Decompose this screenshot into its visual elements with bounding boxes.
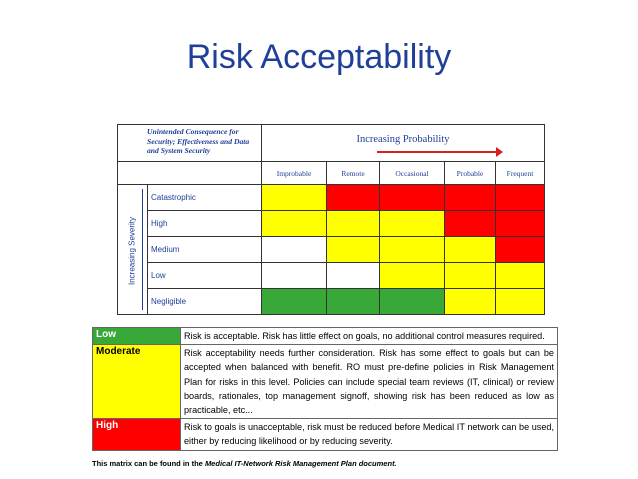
severity-label: High [148, 211, 262, 237]
prob-level-improbable: Improbable [262, 162, 327, 185]
risk-cell [445, 185, 496, 211]
footer-document: Medical IT-Network Risk Management Plan document. [204, 459, 397, 468]
risk-cell [380, 237, 445, 263]
severity-arrow-icon [142, 189, 143, 310]
severity-label: Medium [148, 237, 262, 263]
risk-matrix [117, 124, 545, 315]
risk-cell [327, 263, 380, 289]
severity-axis [118, 185, 148, 315]
prob-level-occasional: Occasional [380, 162, 445, 185]
matrix-row [118, 263, 545, 289]
legend-level: Moderate [93, 345, 181, 419]
risk-cell [262, 237, 327, 263]
risk-cell [445, 211, 496, 237]
page-title: Risk Acceptability [186, 38, 452, 76]
matrix-row [118, 211, 545, 237]
risk-cell [380, 289, 445, 315]
risk-cell [380, 185, 445, 211]
probability-axis-label: Increasing Probability [356, 134, 450, 145]
prob-level-frequent: Frequent [496, 162, 545, 185]
probability-header [262, 125, 545, 162]
risk-cell [496, 211, 545, 237]
risk-cell [445, 237, 496, 263]
legend-level: High [93, 419, 181, 450]
risk-cell [327, 237, 380, 263]
footer-note [92, 459, 397, 468]
legend-description: Risk is acceptable. Risk has little effect on goals, no additional control measures required. [181, 328, 558, 345]
footer-prefix: This matrix can be found in the [92, 459, 205, 468]
severity-label: Negligible [148, 289, 262, 315]
risk-cell [327, 211, 380, 237]
risk-cell [262, 185, 327, 211]
risk-cell [496, 237, 545, 263]
risk-cell [262, 289, 327, 315]
risk-cell [327, 289, 380, 315]
legend-description: Risk to goals is unacceptable, risk must be reduced before Medical IT network can be used, either by reducing likelihood or by reducing severity. [181, 419, 558, 450]
prob-level-probable: Probable [445, 162, 496, 185]
risk-legend [92, 327, 558, 451]
severity-label: Low [148, 263, 262, 289]
probability-arrow-icon [377, 151, 497, 153]
risk-cell [445, 289, 496, 315]
risk-cell [380, 211, 445, 237]
prob-level-remote: Remote [327, 162, 380, 185]
risk-cell [262, 211, 327, 237]
matrix-row [118, 289, 545, 315]
legend-description: Risk acceptability needs further consideration. Risk has some effect to goals but can be accepted when balanced with benefit. RO must pre-define policies in Risk Management Plan for risks in this level. Policies can include special team reviews (IT, clinical) or review boards, rationales, top management signoff, showing risk has been reduced as low as practicable, etc... [181, 345, 558, 419]
legend-level: Low [93, 328, 181, 345]
risk-cell [327, 185, 380, 211]
matrix-row [118, 185, 545, 211]
risk-cell [262, 263, 327, 289]
risk-cell [496, 263, 545, 289]
severity-axis-label: Increasing Severity [127, 216, 137, 286]
risk-cell [380, 263, 445, 289]
risk-cell [496, 289, 545, 315]
legend-row-low [93, 328, 558, 345]
legend-row-moderate [93, 345, 558, 419]
risk-cell [445, 263, 496, 289]
risk-cell [496, 185, 545, 211]
matrix-row [118, 237, 545, 263]
severity-label: Catastrophic [148, 185, 262, 211]
legend-row-high [93, 419, 558, 450]
corner-blank [118, 162, 262, 185]
matrix-description: Unintended Consequence for Security; Effectiveness and Data and System Security [118, 125, 262, 162]
